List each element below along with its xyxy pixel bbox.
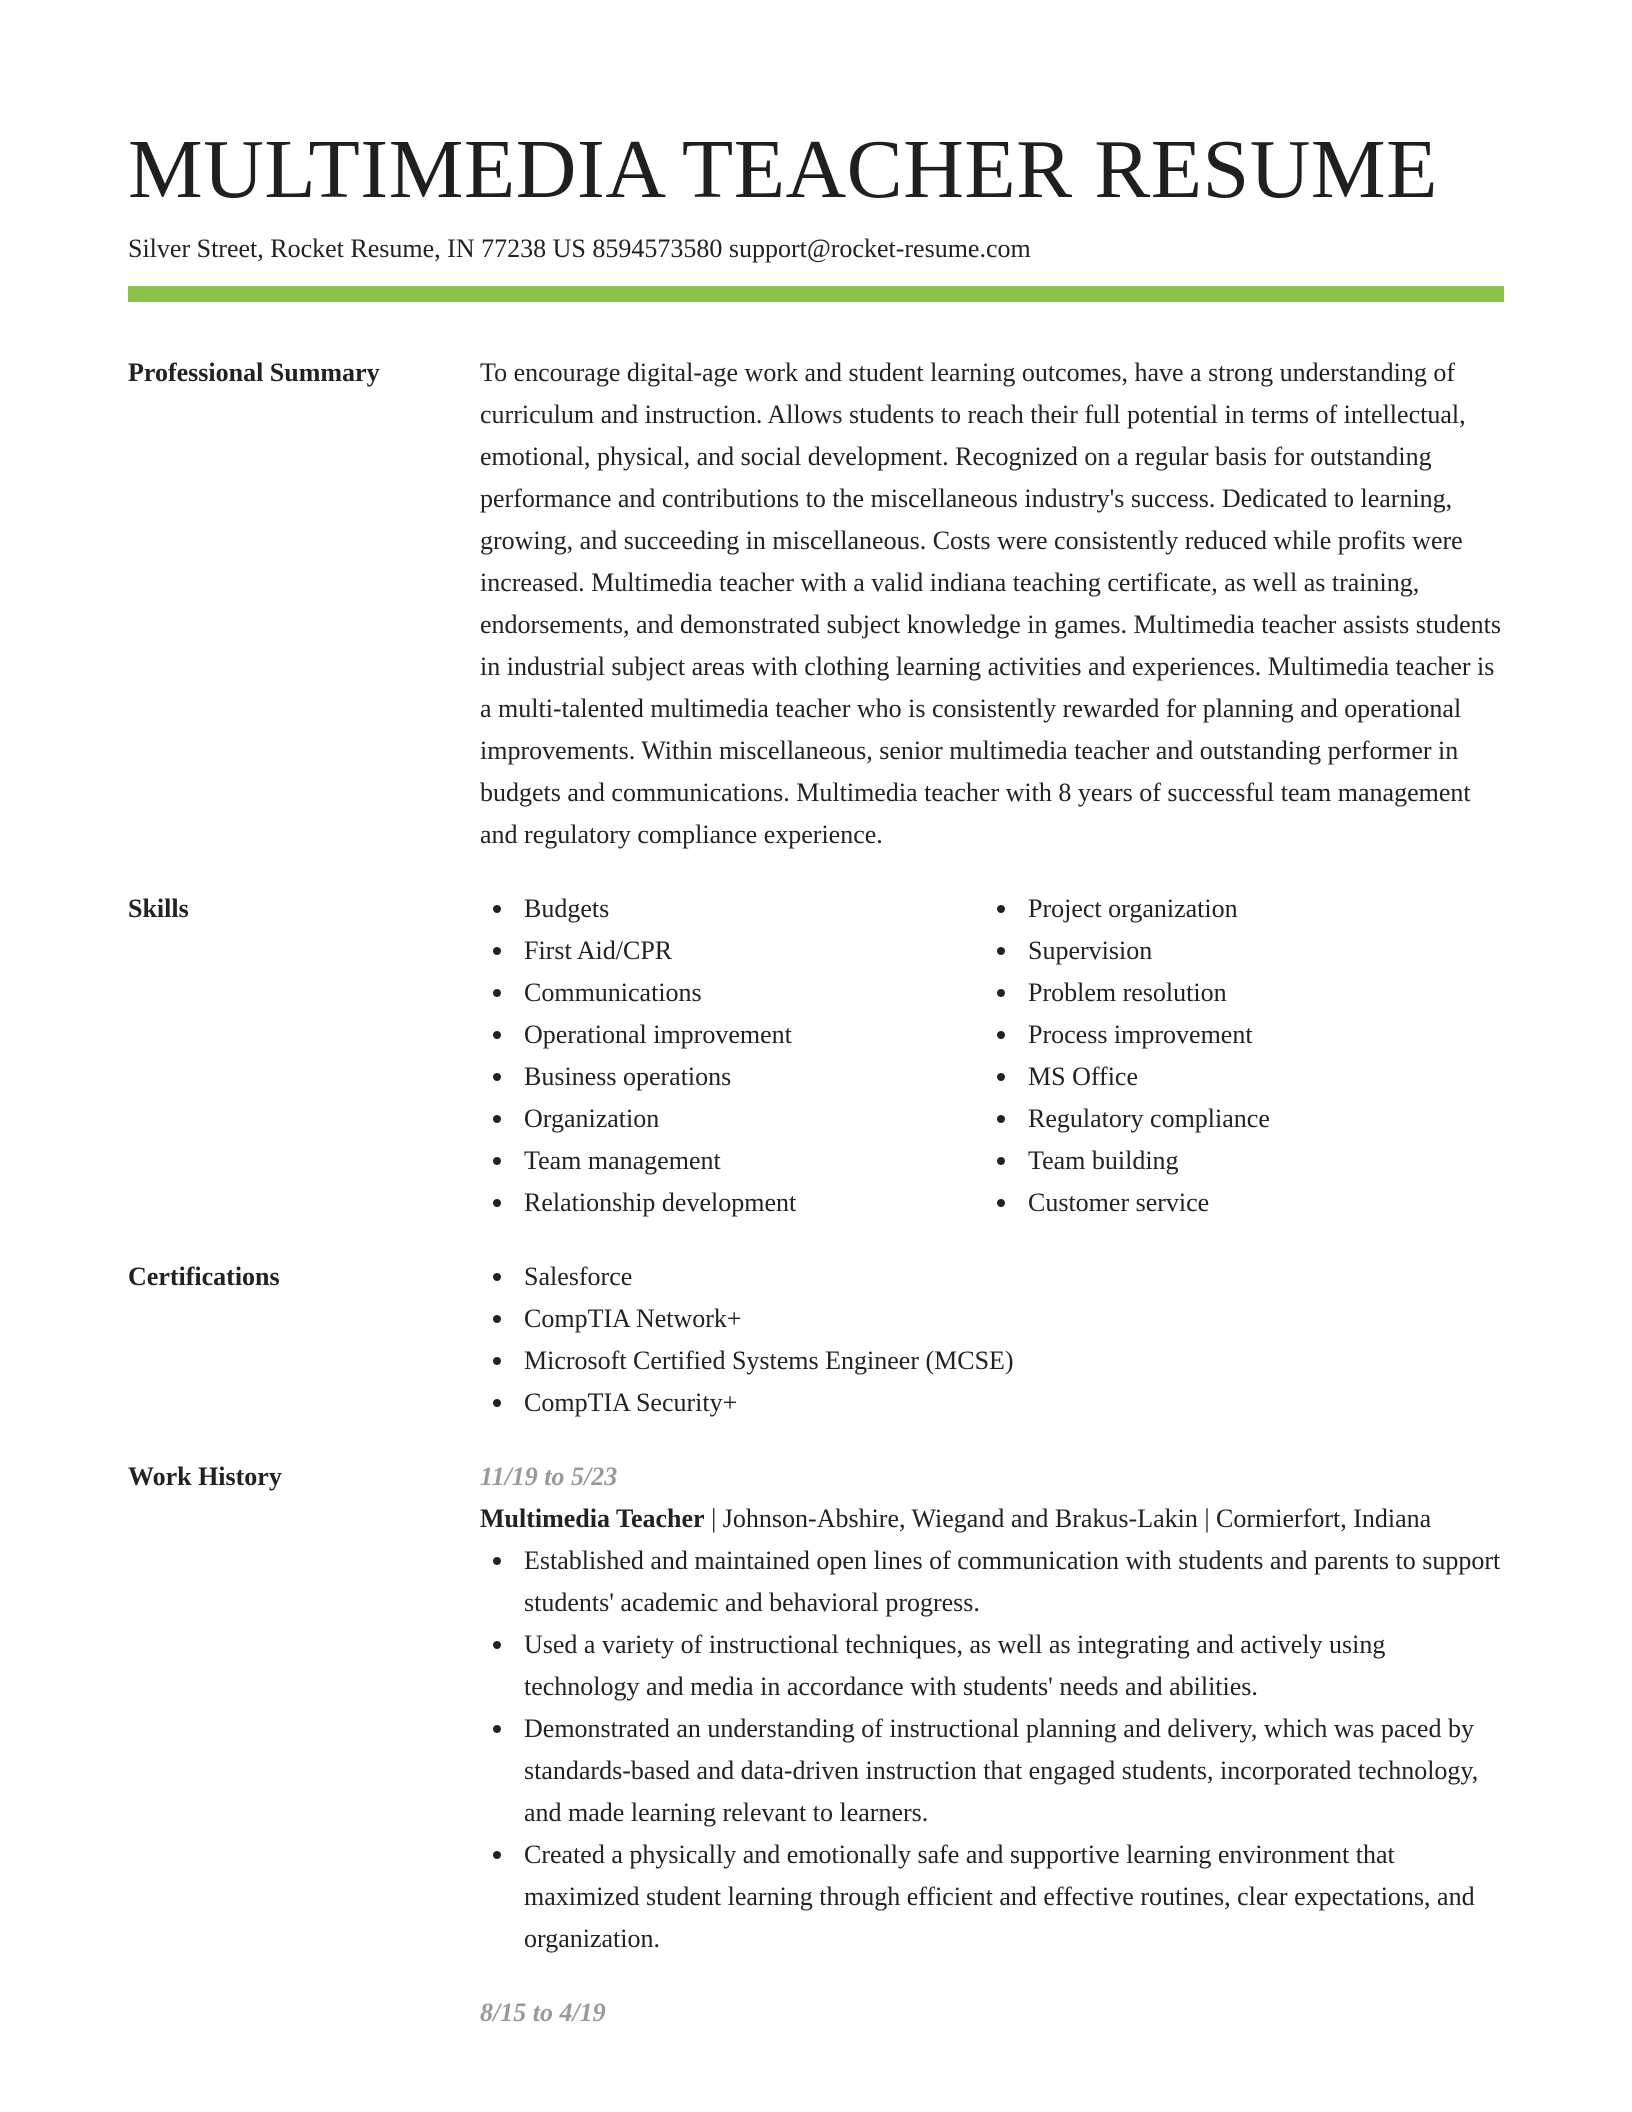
skill-item: Supervision bbox=[984, 930, 1488, 972]
section-label-skills: Skills bbox=[128, 894, 189, 923]
job-title: Multimedia Teacher bbox=[480, 1504, 705, 1533]
job-heading bbox=[480, 1498, 1504, 1540]
job-details: | Johnson-Abshire, Wiegand and Brakus-Lakin | Cormierfort, Indiana bbox=[704, 1504, 1432, 1533]
skill-item: Budgets bbox=[480, 888, 984, 930]
skill-item: Process improvement bbox=[984, 1014, 1488, 1056]
certifications-section bbox=[128, 1256, 1504, 1424]
skill-item: Communications bbox=[480, 972, 984, 1014]
skill-item: Team building bbox=[984, 1140, 1488, 1182]
skills-list-left bbox=[480, 888, 984, 1224]
job-dates: 8/15 to 4/19 bbox=[480, 1998, 606, 2027]
section-label-summary: Professional Summary bbox=[128, 358, 380, 387]
skills-list-right bbox=[984, 888, 1488, 1224]
skills-section bbox=[128, 888, 1504, 1224]
header-divider bbox=[128, 286, 1504, 302]
certifications-body bbox=[480, 1256, 1504, 1424]
work-history-body bbox=[480, 1456, 1504, 2034]
skill-item: Customer service bbox=[984, 1182, 1488, 1224]
job-dates: 11/19 to 5/23 bbox=[480, 1462, 618, 1491]
skill-item: Organization bbox=[480, 1098, 984, 1140]
skill-item: Project organization bbox=[984, 888, 1488, 930]
job-duty-item: Used a variety of instructional techniques, as well as integrating and actively using technology and media in accordance with students' needs and abilities. bbox=[480, 1624, 1504, 1708]
certification-item: CompTIA Network+ bbox=[480, 1298, 1504, 1340]
section-label-certifications: Certifications bbox=[128, 1262, 280, 1291]
skill-item: Business operations bbox=[480, 1056, 984, 1098]
skill-item: Team management bbox=[480, 1140, 984, 1182]
job-duty-item: Demonstrated an understanding of instructional planning and delivery, which was paced by standards-based and data-driven instruction that engaged students, incorporated technology, and made learning relevant to learners. bbox=[480, 1708, 1504, 1834]
summary-text: To encourage digital-age work and student learning outcomes, have a strong understanding of curriculum and instruction. Allows students to reach their full potential in terms of intellectual, emotional, physical, and social development. Recognized on a regular basis for outstanding performance and contributions to the miscellaneous industry's success. Dedicated to learning, growing, and succeeding in miscellaneous. Costs were consistently reduced while profits were increased. Multimedia teacher with a valid indiana teaching certificate, as well as training, endorsements, and demonstrated subject knowledge in games. Multimedia teacher assists students in industrial subject areas with clothing learning activities and experiences. Multimedia teacher is a multi-talented multimedia teacher who is consistently rewarded for planning and operational improvements. Within miscellaneous, senior multimedia teacher and outstanding performer in budgets and communications. Multimedia teacher with 8 years of successful team management and regulatory compliance experience. bbox=[480, 358, 1501, 849]
skill-item: Operational improvement bbox=[480, 1014, 984, 1056]
resume-page bbox=[128, 118, 1504, 2034]
section-label-work-history: Work History bbox=[128, 1462, 282, 1491]
job-duty-item: Created a physically and emotionally safe and supportive learning environment that maximized student learning through efficient and effective routines, clear expectations, and organization. bbox=[480, 1834, 1504, 1960]
skill-item: Regulatory compliance bbox=[984, 1098, 1488, 1140]
certification-item: Salesforce bbox=[480, 1256, 1504, 1298]
certifications-list bbox=[480, 1256, 1504, 1424]
job-duties-list bbox=[480, 1540, 1504, 1960]
resume-title: MULTIMEDIA TEACHER RESUME bbox=[128, 123, 1438, 216]
work-history-section bbox=[128, 1456, 1504, 2034]
certification-item: Microsoft Certified Systems Engineer (MCSE) bbox=[480, 1340, 1504, 1382]
skill-item: MS Office bbox=[984, 1056, 1488, 1098]
skills-columns bbox=[480, 888, 1504, 1224]
skill-item: First Aid/CPR bbox=[480, 930, 984, 972]
summary-section bbox=[128, 352, 1504, 856]
job-duty-item: Established and maintained open lines of communication with students and parents to support students' academic and behavioral progress. bbox=[480, 1540, 1504, 1624]
certification-item: CompTIA Security+ bbox=[480, 1382, 1504, 1424]
contact-line: Silver Street, Rocket Resume, IN 77238 US 8594573580 support@rocket-resume.com bbox=[128, 234, 1031, 263]
skill-item: Problem resolution bbox=[984, 972, 1488, 1014]
skill-item: Relationship development bbox=[480, 1182, 984, 1224]
